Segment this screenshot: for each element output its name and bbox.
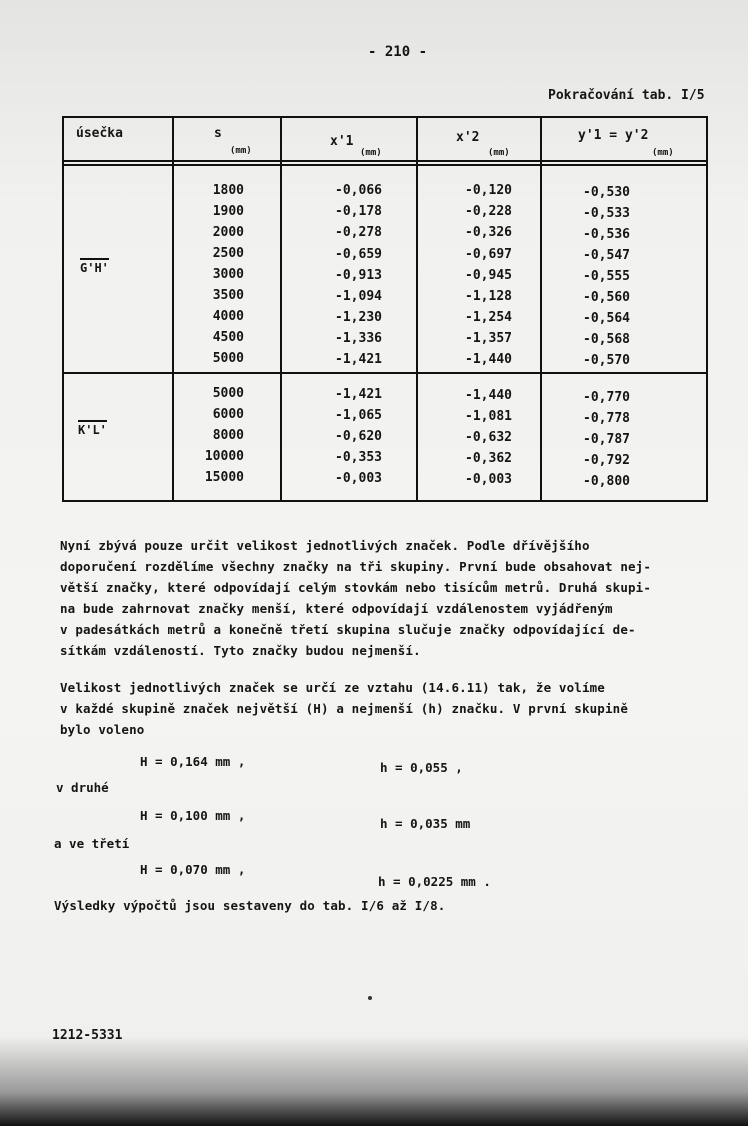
label-second-group: v druhé — [56, 780, 109, 795]
column-divider — [172, 116, 174, 502]
header-segment: úsečka — [76, 126, 123, 141]
column-divider — [280, 116, 282, 502]
cell-s: 4500 — [212, 330, 244, 345]
cell-y: -0,800 — [583, 474, 630, 489]
cell-x2: -1,254 — [465, 310, 512, 325]
cell-x1: -0,659 — [335, 247, 382, 262]
cell-x1: -1,336 — [335, 331, 382, 346]
cell-x2: -1,357 — [465, 331, 512, 346]
cell-x1: -0,003 — [335, 471, 382, 486]
cell-x1: -1,065 — [335, 408, 382, 423]
cell-y: -0,533 — [583, 206, 630, 221]
header-y: y'1 = y'2 — [578, 128, 649, 143]
cell-x1: -0,620 — [335, 429, 382, 444]
text-line: větší značky, které odpovídají celým stovkám nebo tisícům metrů. Druhá skupi- — [60, 580, 652, 595]
cell-x1: -0,066 — [335, 183, 382, 198]
cell-s: 8000 — [212, 428, 244, 443]
header-divider — [62, 164, 708, 166]
cell-x2: -0,697 — [465, 247, 512, 262]
cell-s: 2000 — [212, 225, 244, 240]
cell-y: -0,555 — [583, 269, 630, 284]
document-code: 1212-5331 — [52, 1028, 123, 1043]
cell-x2: -0,326 — [465, 225, 512, 240]
text-line: v padesátkách metrů a konečně třetí skupina slučuje značky odpovídající de- — [60, 622, 636, 637]
cell-y: -0,564 — [583, 311, 630, 326]
group-divider — [62, 372, 708, 374]
column-divider — [540, 116, 542, 502]
cell-y: -0,560 — [583, 290, 630, 305]
cell-x1: -1,421 — [335, 387, 382, 402]
scan-speck — [368, 996, 372, 1000]
cell-s: 1800 — [212, 183, 244, 198]
cell-x1: -1,094 — [335, 289, 382, 304]
cell-x2: -0,945 — [465, 268, 512, 283]
equation-h-second: h = 0,035 mm — [380, 816, 471, 831]
header-x2: x'2 — [456, 130, 480, 145]
cell-s: 4000 — [212, 309, 244, 324]
cell-x1: -0,913 — [335, 268, 382, 283]
cell-x1: -1,421 — [335, 352, 382, 367]
cell-y: -0,568 — [583, 332, 630, 347]
text-line: Velikost jednotlivých značek se určí ze vztahu (14.6.11) tak, že volíme — [60, 680, 605, 695]
header-x1-unit: (mm) — [360, 148, 382, 158]
cell-s: 3500 — [212, 288, 244, 303]
table-continuation-label: Pokračování tab. I/5 — [548, 88, 705, 103]
cell-s: 6000 — [212, 407, 244, 422]
text-line: sítkám vzdáleností. Tyto značky budou nejmenší. — [60, 643, 421, 658]
cell-s: 5000 — [212, 351, 244, 366]
cell-x2: -0,120 — [465, 183, 512, 198]
cell-x2: -1,081 — [465, 409, 512, 424]
text-line: bylo voleno — [60, 722, 145, 737]
cell-y: -0,536 — [583, 227, 630, 242]
equation-H-first: H = 0,164 mm , — [140, 754, 246, 769]
segment-label-kl: K'L' — [78, 420, 107, 437]
equation-h-third: h = 0,0225 mm . — [378, 874, 491, 889]
cell-y: -0,792 — [583, 453, 630, 468]
header-s: s — [214, 126, 222, 141]
equation-H-third: H = 0,070 mm , — [140, 862, 246, 877]
equation-H-second: H = 0,100 mm , — [140, 808, 246, 823]
cell-s: 10000 — [204, 449, 244, 464]
label-third-group: a ve třetí — [54, 836, 130, 851]
cell-s: 5000 — [212, 386, 244, 401]
cell-y: -0,787 — [583, 432, 630, 447]
text-line: Nyní zbývá pouze určit velikost jednotlivých značek. Podle dřívějšího — [60, 538, 590, 553]
cell-y: -0,570 — [583, 353, 630, 368]
cell-y: -0,547 — [583, 248, 630, 263]
cell-x2: -0,362 — [465, 451, 512, 466]
cell-x2: -1,440 — [465, 352, 512, 367]
cell-y: -0,530 — [583, 185, 630, 200]
cell-s: 15000 — [204, 470, 244, 485]
column-divider — [416, 116, 418, 502]
closing-sentence: Výsledky výpočtů jsou sestaveny do tab. I/6 až I/8. — [54, 898, 446, 913]
header-divider — [62, 160, 708, 162]
cell-x1: -0,178 — [335, 204, 382, 219]
segment-label-gh: G'H' — [80, 258, 109, 275]
cell-y: -0,778 — [583, 411, 630, 426]
page-number: - 210 - — [368, 44, 428, 60]
cell-s: 1900 — [212, 204, 244, 219]
header-x2-unit: (mm) — [488, 148, 510, 158]
cell-x2: -0,632 — [465, 430, 512, 445]
cell-x1: -1,230 — [335, 310, 382, 325]
cell-x2: -0,228 — [465, 204, 512, 219]
header-y-unit: (mm) — [652, 148, 674, 158]
cell-s: 3000 — [212, 267, 244, 282]
text-line: na bude zahrnovat značky menší, které odpovídají vzdálenostem vyjádřeným — [60, 601, 613, 616]
text-line: v každé skupině značek největší (H) a nejmenší (h) značku. V první skupině — [60, 701, 628, 716]
header-s-unit: (mm) — [230, 146, 252, 156]
cell-x1: -0,278 — [335, 225, 382, 240]
cell-x2: -1,440 — [465, 388, 512, 403]
cell-x2: -1,128 — [465, 289, 512, 304]
cell-x2: -0,003 — [465, 472, 512, 487]
cell-x1: -0,353 — [335, 450, 382, 465]
text-line: doporučení rozdělíme všechny značky na tři skupiny. První bude obsahovat nej- — [60, 559, 652, 574]
cell-y: -0,770 — [583, 390, 630, 405]
equation-h-first: h = 0,055 , — [380, 760, 463, 775]
header-x1: x'1 — [330, 134, 354, 149]
cell-s: 2500 — [212, 246, 244, 261]
